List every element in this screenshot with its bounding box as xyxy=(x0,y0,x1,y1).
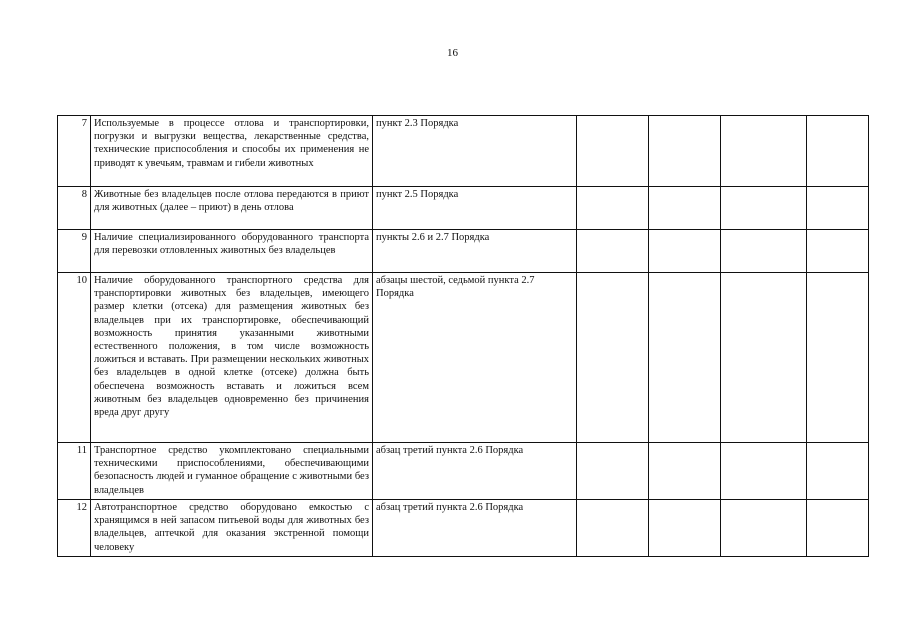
empty-cell xyxy=(649,273,721,443)
empty-cell xyxy=(807,273,869,443)
row-number: 11 xyxy=(58,443,91,500)
table-row xyxy=(58,187,869,230)
page-number: 16 xyxy=(447,47,458,59)
legal-reference: пункты 2.6 и 2.7 Порядка xyxy=(373,230,577,273)
table-row xyxy=(58,443,869,500)
empty-cell xyxy=(721,230,807,273)
requirement-text: Наличие оборудованного транспортного средства для транспортировки животных без владельцев, имеющего размер клетки (отсека) для размещения животных без владельцев при их транспортировке, обеспечивающий возможность принятия указанными животными естественного положения, в том числе возможность ложиться и вставать. При размещении нескольких животных без владельцев в одной клетке (отсеке) должна быть обеспечена возможность вставать и ложиться всем животным без владельцев одновременно без причинения вреда друг другу xyxy=(91,273,373,443)
empty-cell xyxy=(721,116,807,187)
table-row xyxy=(58,230,869,273)
empty-cell xyxy=(721,500,807,557)
empty-cell xyxy=(577,273,649,443)
empty-cell xyxy=(807,500,869,557)
empty-cell xyxy=(649,116,721,187)
requirement-text: Наличие специализированного оборудованного транспорта для перевозки отловленных животных без владельцев xyxy=(91,230,373,273)
row-number: 10 xyxy=(58,273,91,443)
row-number: 7 xyxy=(58,116,91,187)
empty-cell xyxy=(807,187,869,230)
empty-cell xyxy=(807,116,869,187)
row-number: 8 xyxy=(58,187,91,230)
empty-cell xyxy=(649,500,721,557)
table-row xyxy=(58,500,869,557)
empty-cell xyxy=(807,230,869,273)
row-number: 12 xyxy=(58,500,91,557)
legal-reference: абзацы шестой, седьмой пункта 2.7 Порядка xyxy=(373,273,577,443)
requirement-text: Используемые в процессе отлова и транспортировки, погрузки и выгрузки вещества, лекарственные средства, технические приспособления и способы их применения не приводят к увечьям, травмам и гибели животных xyxy=(91,116,373,187)
empty-cell xyxy=(649,230,721,273)
empty-cell xyxy=(807,443,869,500)
row-number: 9 xyxy=(58,230,91,273)
empty-cell xyxy=(649,187,721,230)
empty-cell xyxy=(649,443,721,500)
legal-reference: пункт 2.3 Порядка xyxy=(373,116,577,187)
empty-cell xyxy=(721,273,807,443)
checklist-table xyxy=(57,115,869,557)
requirement-text: Транспортное средство укомплектовано специальными техническими приспособлениями, обеспечивающими безопасность людей и гуманное обращение с животными без владельцев xyxy=(91,443,373,500)
requirement-text: Автотранспортное средство оборудовано емкостью с хранящимся в ней запасом питьевой воды для животных без владельцев, аптечкой для оказания экстренной помощи человеку xyxy=(91,500,373,557)
table-row xyxy=(58,116,869,187)
empty-cell xyxy=(721,187,807,230)
requirement-text: Животные без владельцев после отлова передаются в приют для животных (далее – приют) в день отлова xyxy=(91,187,373,230)
legal-reference: абзац третий пункта 2.6 Порядка xyxy=(373,443,577,500)
empty-cell xyxy=(721,443,807,500)
legal-reference: абзац третий пункта 2.6 Порядка xyxy=(373,500,577,557)
empty-cell xyxy=(577,443,649,500)
empty-cell xyxy=(577,187,649,230)
empty-cell xyxy=(577,500,649,557)
empty-cell xyxy=(577,116,649,187)
table-row xyxy=(58,273,869,443)
legal-reference: пункт 2.5 Порядка xyxy=(373,187,577,230)
empty-cell xyxy=(577,230,649,273)
